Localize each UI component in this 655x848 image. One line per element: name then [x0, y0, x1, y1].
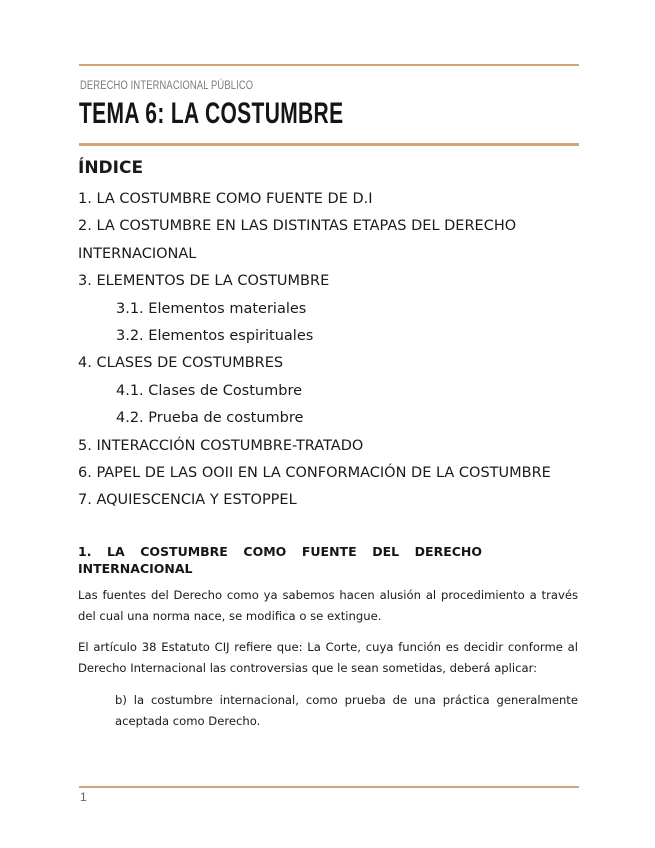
toc-subitem[interactable]: 3.1. Elementos materiales	[116, 300, 307, 317]
footer-rule	[79, 786, 579, 788]
page-title: TEMA 6: LA COSTUMBRE	[79, 97, 344, 130]
quoted-article: b) la costumbre internacional, como prueba de una práctica generalmente aceptada como Derecho.	[115, 693, 578, 728]
page-number: 1	[80, 790, 87, 804]
toc-item[interactable]: 2. LA COSTUMBRE EN LAS DISTINTAS ETAPAS DEL DERECHO	[78, 218, 517, 235]
section-heading-line1: 1. LA COSTUMBRE COMO FUENTE DEL DERECHO	[78, 544, 482, 559]
toc-item[interactable]: 3. ELEMENTOS DE LA COSTUMBRE	[78, 273, 330, 290]
body-paragraph: El artículo 38 Estatuto CIJ refiere que: La Corte, cuya función es decidir conforme al Derecho Internacional las controversias que le sean sometidas, deberá aplicar:	[78, 640, 578, 675]
toc-subitem[interactable]: 4.1. Clases de Costumbre	[116, 382, 303, 399]
header-top-rule	[79, 64, 579, 66]
header-bottom-rule	[79, 143, 579, 146]
toc-subitem[interactable]: 4.2. Prueba de costumbre	[116, 410, 304, 427]
toc-item[interactable]: 5. INTERACCIÓN COSTUMBRE-TRATADO	[78, 437, 364, 454]
subject-label: DERECHO INTERNACIONAL PÚBLICO	[80, 78, 254, 92]
section-heading-line2: INTERNACIONAL	[78, 561, 193, 576]
toc-item[interactable]: 4. CLASES DE COSTUMBRES	[78, 355, 284, 372]
section-heading	[78, 543, 482, 577]
toc-item-continuation[interactable]: INTERNACIONAL	[78, 245, 197, 262]
index-heading: ÍNDICE	[78, 158, 144, 178]
table-of-contents	[78, 186, 578, 515]
toc-item[interactable]: 6. PAPEL DE LAS OOII EN LA CONFORMACIÓN DE LA COSTUMBRE	[78, 464, 551, 481]
toc-subitem[interactable]: 3.2. Elementos espirituales	[116, 327, 314, 344]
toc-item[interactable]: 7. AQUIESCENCIA Y ESTOPPEL	[78, 492, 297, 509]
body-paragraph: Las fuentes del Derecho como ya sabemos hacen alusión al procedimiento a través del cual una norma nace, se modifica o se extingue.	[78, 588, 578, 623]
toc-item[interactable]: 1. LA COSTUMBRE COMO FUENTE DE D.I	[78, 191, 373, 207]
